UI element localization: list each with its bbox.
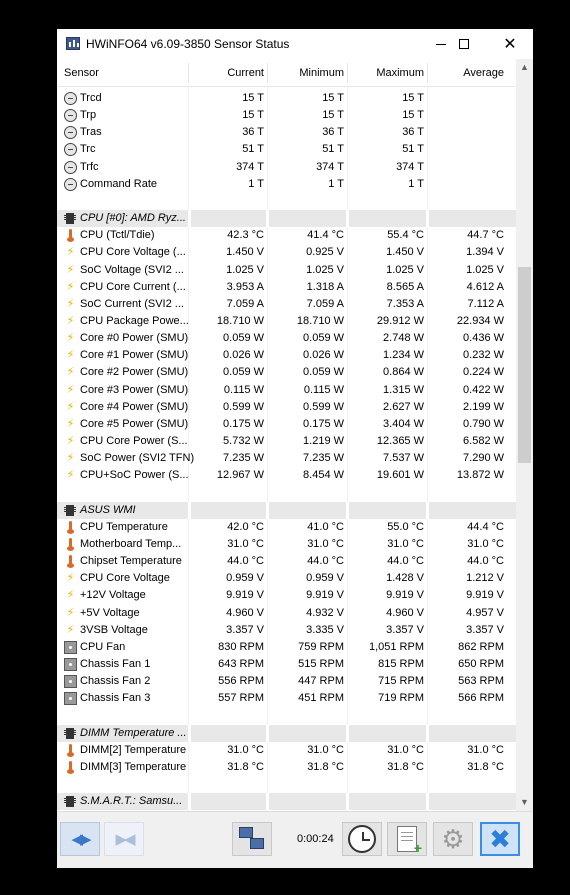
sensor-maximum-value: 1 T: [408, 177, 424, 190]
sensor-current-value: 0.059 W: [223, 366, 264, 379]
sensor-row[interactable]: [57, 605, 516, 622]
arrows-left-right-icon: ◀▶: [71, 831, 89, 848]
sensor-minimum-value: 1.318 A: [306, 280, 344, 293]
sensor-name: Core #5 Power (SMU): [80, 417, 189, 430]
sensor-row[interactable]: [57, 141, 516, 158]
sensor-current-value: 31.8 °C: [227, 760, 264, 773]
sensor-row[interactable]: [57, 656, 516, 673]
sensor-row[interactable]: [57, 313, 516, 330]
lightning-icon: ⚡: [66, 366, 75, 379]
sensor-average-value: 0.790 W: [463, 417, 504, 430]
close-icon: ✕: [503, 36, 517, 53]
sensor-minimum-value: 0.925 V: [306, 246, 344, 259]
sensor-minimum-value: 41.0 °C: [307, 520, 344, 533]
sensor-name: +12V Voltage: [80, 589, 146, 602]
sensor-name: CPU Fan: [80, 640, 126, 653]
sensor-average-value: 44.4 °C: [467, 520, 504, 533]
sensor-average-value: 0.224 W: [463, 366, 504, 379]
sensor-group-header[interactable]: [57, 725, 516, 742]
sensor-maximum-value: 1.450 V: [386, 246, 424, 259]
sensor-maximum-value: 36 T: [402, 126, 424, 139]
sensor-minimum-value: 1 T: [328, 177, 344, 190]
sensor-maximum-value: 1.025 V: [386, 263, 424, 276]
sensor-name: Trfc: [80, 160, 99, 173]
maximize-button[interactable]: [441, 29, 487, 59]
thermometer-icon: [64, 761, 77, 774]
sensor-minimum-value: 15 T: [322, 109, 344, 122]
timing-icon: [64, 161, 77, 174]
sensor-average-value: 2.199 W: [463, 400, 504, 413]
window-title: HWiNFO64 v6.09-3850 Sensor Status: [86, 37, 290, 51]
sensor-average-value: 31.8 °C: [467, 760, 504, 773]
sensor-maximum-value: 715 RPM: [378, 675, 424, 688]
sensor-name: CPU Core Current (...: [80, 280, 186, 293]
sensor-name: CPU (Tctl/Tdie): [80, 229, 155, 242]
sensor-average-value: 6.582 W: [463, 435, 504, 447]
column-header-average[interactable]: Average: [463, 67, 504, 79]
sensor-maximum-value: 15 T: [402, 92, 424, 104]
sensor-minimum-value: 447 RPM: [298, 675, 344, 688]
sensor-current-value: 0.599 W: [223, 400, 264, 413]
sensor-minimum-value: 374 T: [316, 160, 344, 173]
sensor-name: Trp: [80, 109, 97, 122]
sensor-current-value: 830 RPM: [218, 640, 264, 653]
vertical-scrollbar[interactable]: [516, 59, 533, 811]
chip-icon: [66, 213, 74, 224]
close-sensors-button[interactable]: [480, 822, 520, 856]
sensor-name: SoC Voltage (SVI2 ...: [80, 263, 184, 276]
sensor-current-value: 42.3 °C: [227, 229, 264, 242]
sensor-average-value: 44.7 °C: [467, 229, 504, 242]
lightning-icon: ⚡: [66, 400, 75, 413]
timing-icon: [64, 92, 77, 105]
sensor-maximum-value: 2.748 W: [383, 332, 424, 345]
sensor-current-value: 556 RPM: [218, 675, 264, 688]
sensor-name: 3VSB Voltage: [80, 623, 148, 636]
sensor-maximum-value: 2.627 W: [383, 400, 424, 413]
sensor-average-value: 563 RPM: [458, 675, 504, 688]
sensor-row[interactable]: [57, 587, 516, 604]
sensor-row[interactable]: [57, 107, 516, 124]
sensor-average-value: 3.357 V: [466, 623, 504, 636]
sensor-minimum-value: 31.8 °C: [307, 760, 344, 773]
sensor-minimum-value: 18.710 W: [296, 314, 344, 327]
sensor-maximum-value: 1.234 W: [383, 349, 424, 362]
sensor-name: Chassis Fan 3: [80, 692, 151, 705]
sensor-row[interactable]: [57, 262, 516, 279]
sensor-minimum-value: 759 RPM: [298, 640, 344, 653]
thermometer-icon: [64, 229, 77, 242]
sensor-average-value: 9.919 V: [466, 589, 504, 602]
sensor-name: CPU Core Power (S...: [80, 435, 188, 447]
sensor-current-value: 31.0 °C: [227, 743, 264, 756]
sensor-current-value: 0.175 W: [223, 417, 264, 430]
sensor-name: CPU Core Voltage (...: [80, 246, 186, 259]
sensor-maximum-value: 15 T: [402, 109, 424, 122]
sensor-row[interactable]: [57, 347, 516, 364]
scroll-thumb[interactable]: [518, 267, 531, 463]
sensor-current-value: 15 T: [242, 92, 264, 104]
chip-icon: [66, 796, 74, 807]
sensor-current-value: 557 RPM: [218, 692, 264, 705]
sensor-average-value: 44.0 °C: [467, 555, 504, 568]
lightning-icon: ⚡: [66, 417, 75, 430]
sensor-current-value: 3.357 V: [226, 623, 264, 636]
sensor-group-header[interactable]: [57, 502, 516, 519]
sensor-maximum-value: 7.353 A: [386, 297, 424, 310]
sensor-row[interactable]: [57, 690, 516, 707]
sensor-average-value: 0.436 W: [463, 332, 504, 345]
sensor-current-value: 1.025 V: [226, 263, 264, 276]
sensor-minimum-value: 0.059 W: [303, 366, 344, 379]
timing-icon: [64, 126, 77, 139]
sensor-current-value: 0.026 W: [223, 349, 264, 362]
sensor-minimum-value: 31.0 °C: [307, 743, 344, 756]
sensor-name: Motherboard Temp...: [80, 537, 182, 550]
sensor-row[interactable]: [57, 553, 516, 570]
sensor-row[interactable]: [57, 330, 516, 347]
sensor-average-value: 7.290 W: [463, 452, 504, 465]
scroll-up-button[interactable]: ▲: [520, 62, 529, 72]
sensor-name: Tras: [80, 126, 102, 139]
sensor-maximum-value: 19.601 W: [376, 469, 424, 482]
sensor-average-value: 862 RPM: [458, 640, 504, 653]
sensor-group-name: ASUS WMI: [80, 503, 136, 516]
column-separator[interactable]: [188, 63, 189, 83]
sensor-average-value: 31.0 °C: [467, 537, 504, 550]
sensor-maximum-value: 31.0 °C: [387, 537, 424, 550]
column-header-minimum[interactable]: Minimum: [299, 67, 344, 79]
sensor-current-value: 9.919 V: [226, 589, 264, 602]
sensor-row[interactable]: [57, 296, 516, 313]
lightning-icon: ⚡: [66, 606, 75, 619]
settings-button[interactable]: [433, 822, 473, 856]
sensor-maximum-value: 719 RPM: [378, 692, 424, 705]
sensor-name: CPU Package Powe...: [80, 314, 189, 327]
gear-icon: ⚙: [441, 824, 465, 854]
sensor-average-value: 650 RPM: [458, 657, 504, 670]
thermometer-icon: [64, 538, 77, 551]
sensor-maximum-value: 815 RPM: [378, 657, 424, 670]
sensor-minimum-value: 0.175 W: [303, 417, 344, 430]
sensor-maximum-value: 44.0 °C: [387, 555, 424, 568]
lightning-icon: ⚡: [66, 314, 75, 327]
sensor-current-value: 42.0 °C: [227, 520, 264, 533]
sensor-average-value: 31.0 °C: [467, 743, 504, 756]
arrows-right-left-icon: ▶◀: [115, 831, 133, 848]
hwinfo-window: [57, 29, 533, 868]
sensor-row[interactable]: [57, 433, 516, 450]
sensor-current-value: 36 T: [242, 126, 264, 139]
sensor-average-value: 0.422 W: [463, 383, 504, 396]
sensor-row[interactable]: [57, 742, 516, 759]
column-header-current[interactable]: Current: [227, 67, 264, 79]
lightning-icon: ⚡: [66, 452, 75, 465]
sensor-minimum-value: 451 RPM: [298, 692, 344, 705]
lightning-icon: ⚡: [66, 435, 75, 447]
chip-icon: [66, 728, 74, 739]
sensor-name: DIMM[2] Temperature: [80, 743, 187, 756]
sensor-current-value: 18.710 W: [216, 314, 264, 327]
sensor-name: Core #2 Power (SMU): [80, 366, 189, 379]
sensor-minimum-value: 8.454 W: [303, 469, 344, 482]
sensor-name: CPU+SoC Power (S...: [80, 469, 189, 482]
sensor-row[interactable]: [57, 244, 516, 261]
sensor-current-value: 1 T: [248, 177, 264, 190]
sensor-name: Trcd: [80, 92, 102, 104]
sensor-minimum-value: 0.026 W: [303, 349, 344, 362]
sensor-current-value: 0.959 V: [226, 572, 264, 585]
sensor-group-name: CPU [#0]: AMD Ryz...: [80, 212, 186, 225]
sensor-maximum-value: 9.919 V: [386, 589, 424, 602]
sensor-current-value: 4.960 V: [226, 606, 264, 619]
lightning-icon: ⚡: [66, 589, 75, 602]
sensor-row[interactable]: [57, 124, 516, 141]
logging-button[interactable]: [387, 822, 427, 856]
column-header-maximum[interactable]: Maximum: [376, 67, 424, 79]
sensor-maximum-value: 1,051 RPM: [368, 640, 424, 653]
sensor-maximum-value: 1.315 W: [383, 383, 424, 396]
fan-icon: [64, 692, 77, 705]
nav-left-button[interactable]: [60, 822, 100, 856]
sensor-maximum-value: 55.4 °C: [387, 229, 424, 242]
timing-icon: [64, 109, 77, 122]
sensor-row[interactable]: [57, 90, 516, 107]
sensor-minimum-value: 1.219 W: [303, 435, 344, 447]
sensor-row[interactable]: [57, 639, 516, 656]
close-window-button[interactable]: [487, 29, 533, 59]
sensor-current-value: 1.450 V: [226, 246, 264, 259]
sensor-row[interactable]: [57, 450, 516, 467]
sensor-group-header[interactable]: [57, 210, 516, 227]
sensor-average-value: 1.394 V: [466, 246, 504, 259]
sensor-maximum-value: 12.365 W: [376, 435, 424, 447]
network-icon: [239, 827, 265, 851]
sensor-maximum-value: 7.537 W: [383, 452, 424, 465]
thermometer-icon: [64, 555, 77, 568]
sensor-minimum-value: 44.0 °C: [307, 555, 344, 568]
chip-icon: [66, 505, 74, 516]
sensor-row[interactable]: [57, 399, 516, 416]
sensor-maximum-value: 51 T: [402, 143, 424, 156]
sensor-row[interactable]: [57, 279, 516, 296]
sensor-row[interactable]: [57, 759, 516, 776]
sensor-minimum-value: 31.0 °C: [307, 537, 344, 550]
network-button[interactable]: [232, 822, 272, 856]
sensor-row[interactable]: [57, 416, 516, 433]
hwinfo-app-icon: [66, 37, 80, 50]
sensor-current-value: 7.059 A: [226, 297, 264, 310]
sensor-average-value: 566 RPM: [458, 692, 504, 705]
sensor-name: CPU Temperature: [80, 520, 168, 533]
sensor-current-value: 31.0 °C: [227, 537, 264, 550]
sensor-minimum-value: 515 RPM: [298, 657, 344, 670]
sensor-name: DIMM[3] Temperature: [80, 760, 187, 773]
sensor-row[interactable]: [57, 467, 516, 484]
lightning-icon: ⚡: [66, 297, 75, 310]
sensor-name: Chassis Fan 1: [80, 657, 151, 670]
fan-icon: [64, 658, 77, 671]
sensor-name: Command Rate: [80, 177, 158, 190]
sensor-minimum-value: 3.335 V: [306, 623, 344, 636]
lightning-icon: ⚡: [66, 246, 75, 259]
sensor-average-value: 13.872 W: [456, 469, 504, 482]
timing-icon: [64, 178, 77, 191]
lightning-icon: ⚡: [66, 349, 75, 362]
sensor-group-name: S.M.A.R.T.: Samsu...: [80, 795, 183, 808]
sensor-average-value: 1.025 V: [466, 263, 504, 276]
sensor-average-value: 7.112 A: [467, 297, 504, 310]
sensor-maximum-value: 29.912 W: [376, 314, 424, 327]
lightning-icon: ⚡: [66, 383, 75, 396]
lightning-icon: ⚡: [66, 280, 75, 293]
report-add-icon: +: [397, 826, 417, 852]
sensor-current-value: 0.115 W: [223, 383, 264, 396]
sensor-minimum-value: 36 T: [322, 126, 344, 139]
thermometer-icon: [64, 521, 77, 534]
sensor-current-value: 643 RPM: [218, 657, 264, 670]
sensor-name: +5V Voltage: [80, 606, 140, 619]
sensor-name: Chassis Fan 2: [80, 675, 151, 688]
close-icon: ✖: [489, 824, 511, 854]
sensor-current-value: 0.059 W: [223, 332, 264, 345]
sensor-row[interactable]: [57, 159, 516, 176]
clock-icon: [348, 825, 376, 853]
sensor-row[interactable]: [57, 519, 516, 536]
sensor-row[interactable]: [57, 536, 516, 553]
sensor-maximum-value: 1.428 V: [386, 572, 424, 585]
sensor-row[interactable]: [57, 364, 516, 381]
sensor-row[interactable]: [57, 673, 516, 690]
sensor-maximum-value: 4.960 V: [386, 606, 424, 619]
sensor-row[interactable]: [57, 227, 516, 244]
fan-icon: [64, 641, 77, 654]
sensor-minimum-value: 0.599 W: [303, 400, 344, 413]
scroll-down-button[interactable]: ▼: [520, 797, 529, 807]
sensor-table: [57, 59, 516, 811]
sensor-maximum-value: 3.357 V: [386, 623, 424, 636]
bottom-toolbar: [57, 811, 533, 868]
lightning-icon: ⚡: [66, 572, 75, 585]
column-header-row: [57, 59, 516, 87]
sensor-average-value: 22.934 W: [456, 314, 504, 327]
sensor-row[interactable]: [57, 570, 516, 587]
sensor-minimum-value: 9.919 V: [306, 589, 344, 602]
sensor-current-value: 3.953 A: [226, 280, 264, 293]
sensor-maximum-value: 55.0 °C: [387, 520, 424, 533]
sensor-minimum-value: 4.932 V: [306, 606, 344, 619]
sensor-average-value: 0.232 W: [463, 349, 504, 362]
sensor-maximum-value: 3.404 W: [383, 417, 424, 430]
title-bar[interactable]: [57, 29, 533, 59]
sensor-minimum-value: 1.025 V: [306, 263, 344, 276]
sensor-current-value: 51 T: [242, 143, 264, 156]
nav-right-button[interactable]: [104, 822, 144, 856]
sensor-row[interactable]: [57, 382, 516, 399]
sensor-name: Core #0 Power (SMU): [80, 332, 189, 345]
sensor-minimum-value: 51 T: [322, 143, 344, 156]
sensor-current-value: 12.967 W: [216, 469, 264, 482]
sensor-average-value: 4.612 A: [466, 280, 504, 293]
column-header-sensor[interactable]: Sensor: [64, 67, 99, 79]
sensor-current-value: 374 T: [236, 160, 264, 173]
sensor-name: CPU Core Voltage: [80, 572, 170, 585]
sensor-current-value: 7.235 W: [223, 452, 264, 465]
lightning-icon: ⚡: [66, 263, 75, 276]
thermometer-icon: [64, 744, 77, 757]
sensor-row[interactable]: [57, 176, 516, 193]
sensor-maximum-value: 8.565 A: [386, 280, 424, 293]
sensor-current-value: 5.732 W: [223, 435, 264, 447]
sensor-name: Trc: [80, 143, 96, 156]
reset-clock-button[interactable]: [342, 822, 382, 856]
sensor-name: SoC Power (SVI2 TFN): [80, 452, 195, 465]
sensor-minimum-value: 0.059 W: [303, 332, 344, 345]
sensor-minimum-value: 15 T: [322, 92, 344, 104]
sensor-minimum-value: 7.059 A: [306, 297, 344, 310]
sensor-maximum-value: 31.0 °C: [387, 743, 424, 756]
maximize-icon: [459, 39, 469, 49]
sensor-minimum-value: 7.235 W: [303, 452, 344, 465]
sensor-row[interactable]: [57, 622, 516, 639]
fan-icon: [64, 675, 77, 688]
sensor-minimum-value: 0.959 V: [306, 572, 344, 585]
lightning-icon: ⚡: [66, 469, 75, 482]
lightning-icon: ⚡: [66, 332, 75, 345]
sensor-name: Core #4 Power (SMU): [80, 400, 189, 413]
sensor-minimum-value: 41.4 °C: [307, 229, 344, 242]
sensor-group-name: DIMM Temperature ...: [80, 726, 187, 739]
elapsed-timer: 0:00:24: [297, 833, 334, 845]
sensor-current-value: 15 T: [242, 109, 264, 122]
sensor-name: Chipset Temperature: [80, 555, 182, 568]
sensor-name: Core #1 Power (SMU): [80, 349, 189, 362]
sensor-name: Core #3 Power (SMU): [80, 383, 189, 396]
lightning-icon: ⚡: [66, 623, 75, 636]
sensor-current-value: 44.0 °C: [227, 555, 264, 568]
sensor-average-value: 1.212 V: [466, 572, 504, 585]
sensor-name: SoC Current (SVI2 ...: [80, 297, 184, 310]
sensor-maximum-value: 374 T: [396, 160, 424, 173]
timing-icon: [64, 143, 77, 156]
sensor-maximum-value: 31.8 °C: [387, 760, 424, 773]
sensor-group-header[interactable]: [57, 793, 516, 810]
sensor-minimum-value: 0.115 W: [303, 383, 344, 396]
sensor-maximum-value: 0.864 W: [383, 366, 424, 379]
sensor-average-value: 4.957 V: [466, 606, 504, 619]
